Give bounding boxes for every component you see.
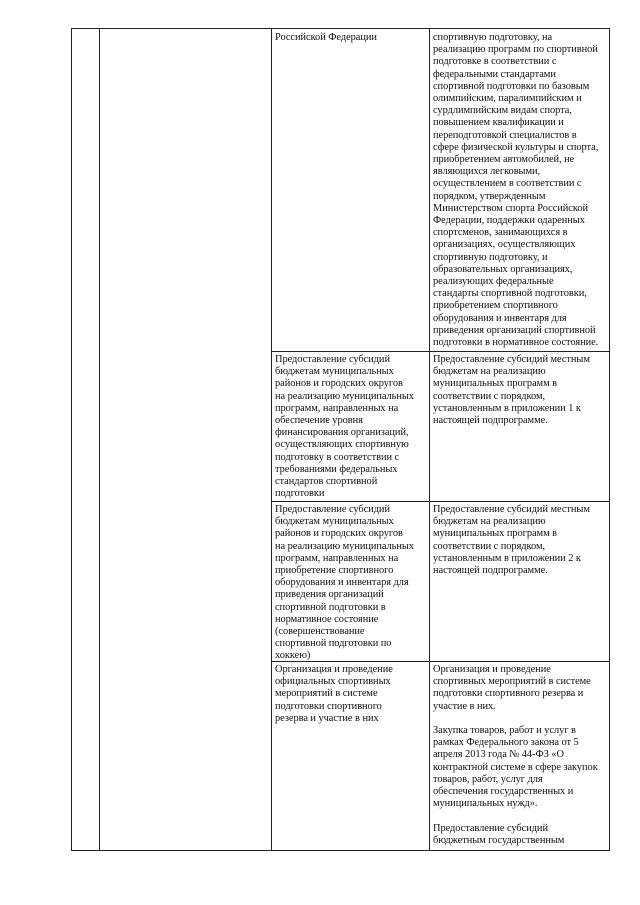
row-1-measure-cell: Российской Федерации bbox=[275, 32, 377, 43]
row-divider-2 bbox=[271, 501, 610, 502]
row-2-mechanism-cell: Предоставление субсидий местным бюджетам на реализацию муниципальных программ в соответствии с порядком, установленным в приложении 1 к настоящей подпрограмме. bbox=[433, 354, 590, 427]
row-3-mechanism-cell: Предоставление субсидий местным бюджетам на реализацию муниципальных программ в соответствии с порядком, установленным в приложении 2 к настоящей подпрограмме. bbox=[433, 504, 590, 577]
row-divider-1 bbox=[271, 351, 610, 352]
row-4-measure-cell: Организация и проведение официальных спортивных мероприятий в системе подготовки спортивного резерва и участие в них bbox=[275, 664, 393, 724]
row-2-measure-cell: Предоставление субсидий бюджетам муниципальных районов и городских округов на реализацию муниципальных программ, направленных на обеспечение уровня финансирования организаций, осуществляющих спортивную подготовку в соответствии с требованиями федеральных стандартов спортивной подготовки bbox=[275, 354, 414, 500]
row-3-measure-cell: Предоставление субсидий бюджетам муниципальных районов и городских округов на реализацию муниципальных программ, направленных на приобретение спортивного оборудования и инвентаря для приведения организаций спортивной подготовки в нормативное состояние (совершенствование спортивной подготовки по хоккею) bbox=[275, 504, 414, 662]
column-divider-1 bbox=[99, 29, 100, 850]
column-divider-2 bbox=[271, 29, 272, 850]
row-1-mechanism-cell: спортивную подготовку, на реализацию программ по спортивной подготовке в соответствии с федеральными стандартами спортивной подготовки по базовым олимпийским, паралимпийским и сурдлимпийским видам спорта, повышением квалификации и переподготовкой специалистов в сфере физической культуры и спорта, приобретением автомобилей, не являющихся легковыми, осуществлением в соответствии с порядком, утвержденным Министерством спорта Российской Федерации, поддержки одаренных спортсменов, занимающихся в организациях, осуществляющих спортивную подготовку, и образовательных организациях, реализующих федеральные стандарты спортивной подготовки, приобретением спортивного оборудования и инвентаря для приведения организаций спортивной подготовки в нормативное состояние. bbox=[433, 32, 599, 349]
row-4-mechanism-cell: Организация и проведение спортивных мероприятий в системе подготовки спортивного резерва и участие в них. Закупка товаров, работ и услуг в рамках Федерального закона от 5 апреля 2013 года № 44-ФЗ «О контрактной системе в сфере закупок товаров, работ, услуг для обеспечения государственных и муниципальных нужд». Предоставление субсидий бюджетным государственным bbox=[433, 664, 598, 846]
subprogram-table bbox=[71, 28, 610, 851]
column-divider-3 bbox=[429, 29, 430, 850]
